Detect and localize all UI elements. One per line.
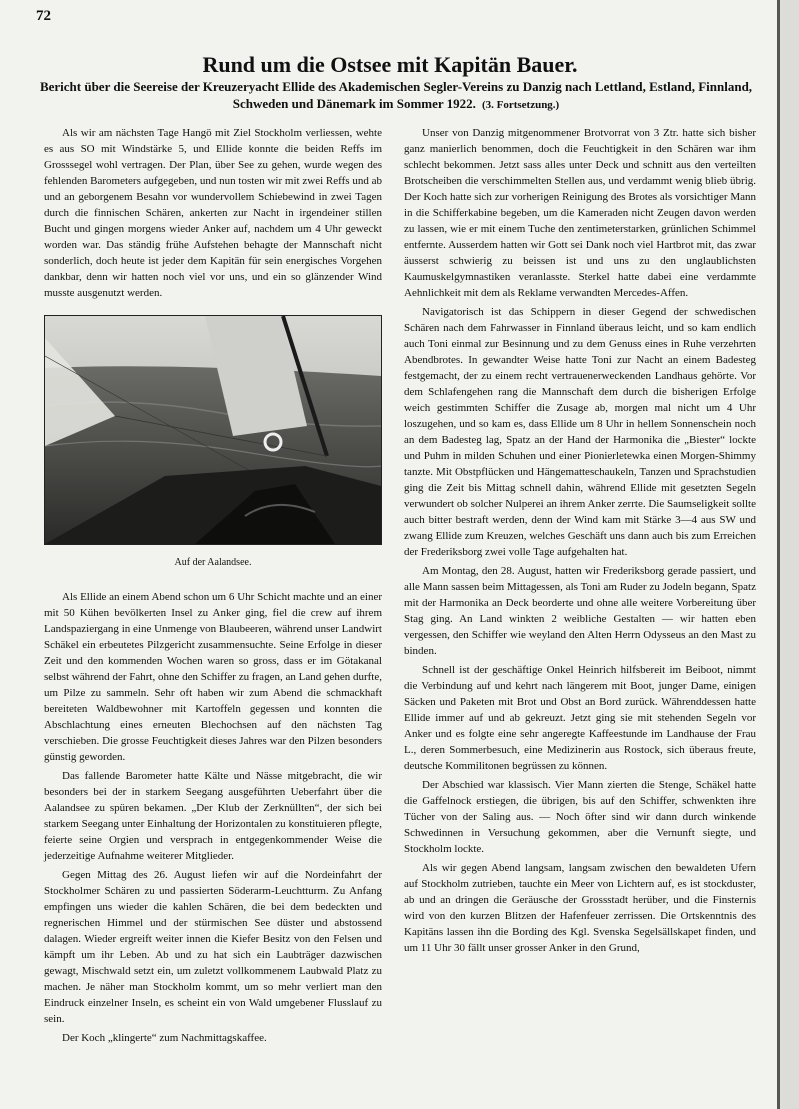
paragraph: Das fallende Barometer hatte Kälte und Nässe mitgebracht, die wir besonders bei der in starkem Seegang ausgeführten Ueberfahrt über die Aalandsee zu spüren bekamen. „Der Klub der Zerknüllten“, der sich bei starkem Seegang unter Einhaltung der Horizontalen zu konstituieren pflegte, feierte seine Orgien und versprach in entgegenkommender Weise die jederzeitige Aufnahme weiterer Mitglieder.: [44, 770, 382, 862]
sailing-photo: [44, 315, 382, 545]
right-column: [404, 125, 756, 959]
article-title: Rund um die Ostsee mit Kapitän Bauer.: [202, 52, 578, 77]
paragraph: Navigatorisch ist das Schippern in dieser Gegend der schwedischen Schären nach dem Fahrwasser in Finnland überaus leicht, und so kam endlich auch Toni einmal zur Besinnung und zu dem Genuss eines in Ruhe verzehrten Abendbrotes. In gewandter Weise hatte Toni zur Nacht an einem Badesteg festgemacht, der zu einem recht vertrauenerweckenden Landhaus gehörte. Vor dem Schlafengehen rang die Mannschaft dem durch die bisherigen Erfolge weich gestimmten Schiffer die Zusage ab, morgen mal nicht um 4 Uhr loszugehen, und so kam es, dass Ellide um 8 Uhr in hellem Sonnenschein noch an dem Badesteg lag, Spatz an der Hand der Harmonika die „Biester“ lockte und Puhm in milden Schuhen und einer Pionierletewka einen Morgen-Shimmy tanzte. Mit Obstpflücken und Hängematteschaukeln, Tanzen und Sprachstudien ging die Zeit bis Mittag schnell dahin, während Ellide mit gesetzten Segeln verwundert ob solcher Nulperei an ihrem Anker zerrte. Die Saumseligkeit sollte auch bitter bestraft werden, denn der Wind kam mit Stärke 3—4 aus SW und zwang Ellide zum Kreuzen, welches Geschäft uns dann auch bis zum Erreichen der Frederiksborg zwei volle Tage aufgehalten hat.: [404, 306, 756, 558]
paragraph: Der Koch „klingerte“ zum Nachmittagskaffee.: [62, 1032, 267, 1044]
subtitle-text: Bericht über die Seereise der Kreuzeryacht Ellide des Akademischen Segler-Vereins zu Danzig nach Lettland, Estland, Finnland, Schweden und Dänemark im Sommer 1922.: [39, 79, 753, 111]
photo-figure: [44, 315, 382, 571]
continuation-note: (3. Fortsetzung.): [481, 99, 560, 111]
page-number: 72: [36, 8, 51, 24]
paragraph: Schnell ist der geschäftige Onkel Heinrich hilfsbereit im Beiboot, nimmt die Verbindung auf und kehrt nach längerem mit Boot, junger Dame, einigen Säcken und Paketen mit Brot und Obst an Bord zurück. Währenddessen hatte Ellide immer auf und ab gekreuzt. Jetzt ging sie mit stehenden Segeln vor Anker und es folgte eine sehr angeregte Kaffeestunde im Landhause der Frau L., deren Sommerbesuch, eine Medizinerin aus Rostock, sich überaus freute, deutsche Kommilitonen begrüssen zu können.: [404, 664, 756, 772]
paragraph: Gegen Mittag des 26. August liefen wir auf die Nordeinfahrt der Stockholmer Schären zu und passierten Söderarm-Leuchtturm. Zu Anfang empfingen uns wieder die kahlen Schären, die bei dem bedeckten und regnerischen Himmel und der stürmischen See düster und abstossend dalagen. Wieder ergreift weiter innen die Kiefer Besitz von den Felsen und kämpft um ihr Leben. Ab und zu hat sich ein Laubträger dazwischen gewagt, Mischwald setzt ein, um zuletzt vollkommenem Laubwald Platz zu machen. Je näher man Stockholm kommt, um so mehr verliert man den Eindruck einzelner Inseln, es scheint ein von Wald umgebener Flusslauf zu sein.: [44, 869, 382, 1025]
paragraph: Als wir gegen Abend langsam, langsam zwischen den bewaldeten Ufern auf Stockholm zutrieben, tauchte ein Meer von Lichtern auf, es ist stockduster, ab und an dringen die Geräusche der Grossstadt herüber, und die Finsternis wird von den kurzen Blitzen der Hafenfeuer zerrissen. Die Ortskenntnis des Kapitäns lassen ihn die Bording des Kgl. Svenska Segelsällskapet finden, und um 11 Uhr 30 fällt unser grosser Anker in den Grund,: [404, 862, 756, 954]
paragraph: Am Montag, den 28. August, hatten wir Frederiksborg gerade passiert, und alle Mann sassen beim Mittagessen, als Toni am Ruder zu Jodeln begann, Spatz mit der Harmonika an Deck beorderte und ohne alle weitere Vorbereitung über Stag ging. An Land winkten 2 weibliche Gestalten — wir hatten eben vergessen, den Schiffer wie weyland den Alten Herrn Odysseus an den Mast zu binden.: [404, 565, 756, 657]
paragraph: Der Abschied war klassisch. Vier Mann zierten die Stenge, Schäkel hatte die Gaffelnock erstiegen, die übrigen, bis auf den Schiffer, schwenkten ihre Tücher von der Saling aus. — Noch öfter sind wir dann durch winkende Schwedinnen in Versuchung gekommen, aber die Vernunft siegte, und Stockholm lockte.: [404, 779, 756, 855]
photo-caption: Auf der Aalandsee.: [174, 557, 252, 568]
paragraph: Als Ellide an einem Abend schon um 6 Uhr Schicht machte und an einer mit 50 Kühen bevölkerten Insel zu Anker ging, fiel die crew auf ihrem Landspaziergang in eine Unmenge von Blaubeeren, während unser Landwirt Schäkel ein erbeutetes Pilzgericht zusammensuchte. Seine Erfolge in dieser Zeit und den kommenden Wochen waren so gross, dass er im Götakanal selbst während der Fahrt, ohne den Schiffer zu fragen, an Land gehen durfte, um Pilze zu sammeln. Sehr oft haben wir zum Abend die schmackhaft bereiteten Waldbewohner mit Kartoffeln gegessen und konnten die Abschlachtung eines erneuten Blechochsen auf den nächsten Tag verschieben. Die grosse Feuchtigkeit dieses Jahres war den Pilzen besonders günstig geworden.: [44, 591, 382, 763]
paragraph: Unser von Danzig mitgenommener Brotvorrat von 3 Ztr. hatte sich bisher ganz manierlich benommen, doch die Feuchtigkeit in den Schären war ihm schlecht bekommen. Jetzt sass alles unter Deck und schnitt aus den verteilten Brotscheiben die verschimmelten Stellen aus, und verdammt wenig blieb übrig. Der Koch hatte sich zur vorherigen Reinigung des Brotes als vorsichtiger Mann in die Schifferkabine begeben, um die Kameraden nicht Zeugen davon werden zu lassen, wie er mit einem Tuche den zentimeterstarken, grünlichen Schimmel entfernte. Ausserdem hatten wir Gott sei Dank noch viel Hartbrot mit, das zwar äusserst schwierig zu beissen ist und uns zu den unglaublichsten Kaumuskelgymnastiken veranlasste. Sterkel hatte dabei eine verdammte Aehnlichkeit mit dem als Reklame verwandten Mercedes-Affen.: [404, 127, 756, 299]
article-subtitle: [36, 78, 756, 114]
left-column: [44, 125, 382, 1049]
paragraph: Als wir am nächsten Tage Hangö mit Ziel Stockholm verliessen, wehte es aus SO mit Windstärke 5, und Ellide konnte die beiden Reffs im Grosssegel wohl vertragen. Der Plan, über See zu gehen, wurde wegen des fehlenden Barometers aufgegeben, und nun tosten wir mit zwei Reffs und ab und an geborgenem Besahn vor wundervollem Schiebewind in zwei Tagen durch die finnischen Schären, ankerten zur Nacht in irgendeiner stillen Bucht und gingen morgens wieder Anker auf, nachdem um 4 Uhr geweckt worden war. Das ständig frühe Aufstehen behagte der Mannschaft nicht sonderlich, doch heute ist jeder dem Kapitän für sein energisches Vorgehen dankbar, denn wir hatten noch viel vor uns, und ein so glänzender Wind musste ausgenutzt werden.: [44, 127, 382, 299]
